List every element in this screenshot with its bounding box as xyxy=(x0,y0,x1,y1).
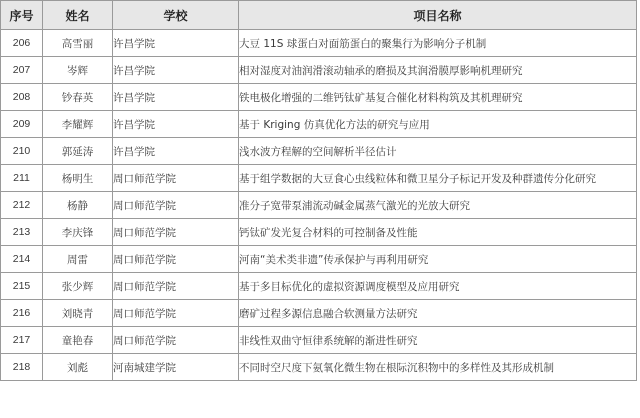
table-body xyxy=(1,30,637,381)
cell-project: 浅水波方程解的空间解析半径估计 xyxy=(239,138,637,165)
cell-project: 大豆 11S 球蛋白对面筋蛋白的聚集行为影响分子机制 xyxy=(239,30,637,57)
cell-number: 210 xyxy=(1,138,43,165)
cell-number: 206 xyxy=(1,30,43,57)
cell-name: 刘晓青 xyxy=(43,300,113,327)
cell-name: 杨明生 xyxy=(43,165,113,192)
table-row xyxy=(1,30,637,57)
cell-project: 相对湿度对油润滑滚动轴承的磨损及其润滑膜厚影响机理研究 xyxy=(239,57,637,84)
cell-name: 李耀辉 xyxy=(43,111,113,138)
cell-project: 钙钛矿发光复合材料的可控制备及性能 xyxy=(239,219,637,246)
cell-project: 基于 Kriging 仿真优化方法的研究与应用 xyxy=(239,111,637,138)
header-school: 学校 xyxy=(113,1,239,30)
table-row xyxy=(1,111,637,138)
cell-number: 211 xyxy=(1,165,43,192)
header-name: 姓名 xyxy=(43,1,113,30)
table-row xyxy=(1,273,637,300)
cell-name: 童艳春 xyxy=(43,327,113,354)
cell-name: 高雪丽 xyxy=(43,30,113,57)
table-row xyxy=(1,354,637,381)
cell-name: 刘彪 xyxy=(43,354,113,381)
cell-project: 不同时空尺度下氨氧化微生物在根际沉积物中的多样性及其形成机制 xyxy=(239,354,637,381)
cell-school: 许昌学院 xyxy=(113,138,239,165)
cell-school: 周口师范学院 xyxy=(113,219,239,246)
cell-name: 李庆锋 xyxy=(43,219,113,246)
cell-project: 非线性双曲守恒律系统解的渐进性研究 xyxy=(239,327,637,354)
cell-school: 周口师范学院 xyxy=(113,327,239,354)
cell-project: 磨矿过程多源信息融合软测量方法研究 xyxy=(239,300,637,327)
cell-school: 周口师范学院 xyxy=(113,246,239,273)
cell-number: 208 xyxy=(1,84,43,111)
cell-number: 207 xyxy=(1,57,43,84)
cell-project: 基于组学数据的大豆食心虫线粒体和微卫星分子标记开发及种群遗传分化研究 xyxy=(239,165,637,192)
table-row xyxy=(1,84,637,111)
cell-project: 铁电极化增强的二维钙钛矿基复合催化材料构筑及其机理研究 xyxy=(239,84,637,111)
table-row xyxy=(1,219,637,246)
cell-project: 河南“美术类非遗”传承保护与再利用研究 xyxy=(239,246,637,273)
cell-school: 许昌学院 xyxy=(113,111,239,138)
table-row xyxy=(1,165,637,192)
cell-name: 岑辉 xyxy=(43,57,113,84)
cell-school: 周口师范学院 xyxy=(113,273,239,300)
cell-school: 周口师范学院 xyxy=(113,300,239,327)
cell-number: 217 xyxy=(1,327,43,354)
cell-school: 周口师范学院 xyxy=(113,165,239,192)
cell-school: 许昌学院 xyxy=(113,30,239,57)
header-project: 项目名称 xyxy=(239,1,637,30)
table-header xyxy=(1,1,637,30)
cell-school: 河南城建学院 xyxy=(113,354,239,381)
cell-number: 213 xyxy=(1,219,43,246)
cell-number: 218 xyxy=(1,354,43,381)
cell-number: 216 xyxy=(1,300,43,327)
table-row xyxy=(1,327,637,354)
cell-number: 214 xyxy=(1,246,43,273)
table-row xyxy=(1,57,637,84)
table-row xyxy=(1,138,637,165)
cell-project: 基于多目标优化的虚拟资源调度模型及应用研究 xyxy=(239,273,637,300)
header-number: 序号 xyxy=(1,1,43,30)
cell-number: 209 xyxy=(1,111,43,138)
cell-name: 张少辉 xyxy=(43,273,113,300)
cell-name: 周雷 xyxy=(43,246,113,273)
cell-project: 准分子宽带泵浦流动碱金属蒸气激光的光放大研究 xyxy=(239,192,637,219)
cell-name: 钞春英 xyxy=(43,84,113,111)
cell-name: 杨静 xyxy=(43,192,113,219)
cell-name: 郭延涛 xyxy=(43,138,113,165)
table-row xyxy=(1,192,637,219)
table-row xyxy=(1,300,637,327)
header-row xyxy=(1,1,637,30)
cell-school: 许昌学院 xyxy=(113,57,239,84)
table-row xyxy=(1,246,637,273)
cell-school: 许昌学院 xyxy=(113,84,239,111)
cell-number: 215 xyxy=(1,273,43,300)
cell-number: 212 xyxy=(1,192,43,219)
cell-school: 周口师范学院 xyxy=(113,192,239,219)
